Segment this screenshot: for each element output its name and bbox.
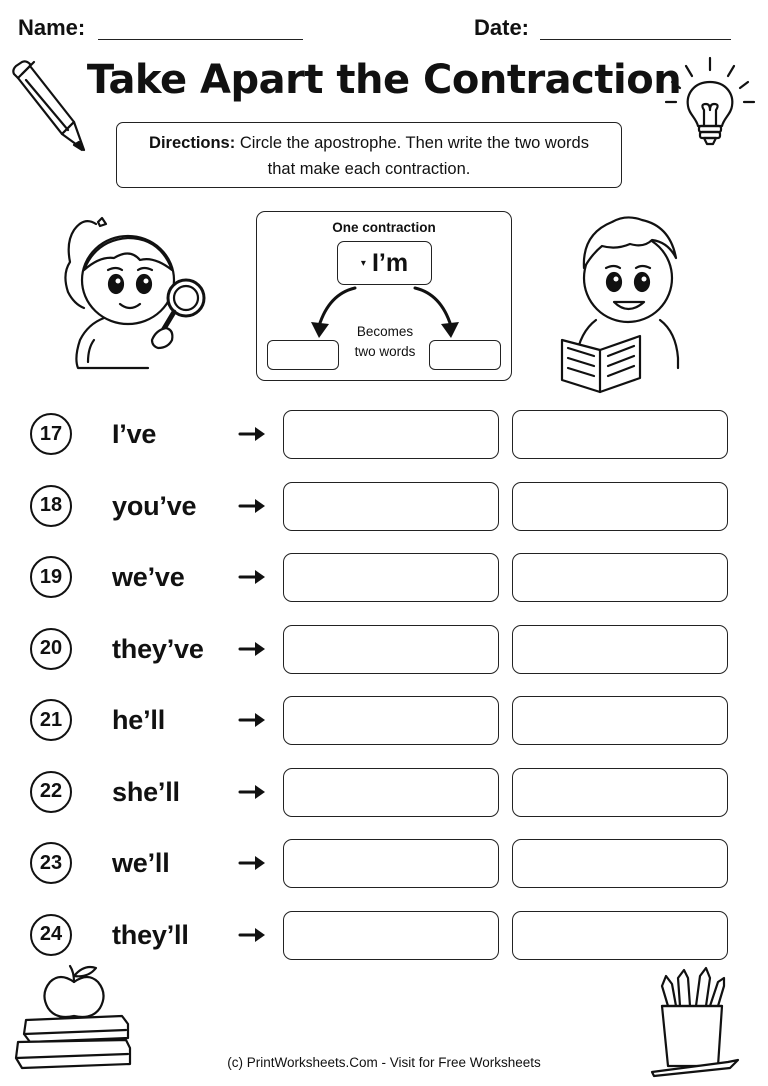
boy-reading-book xyxy=(556,212,696,394)
name-field[interactable] xyxy=(98,39,303,40)
item-number: 21 xyxy=(30,699,72,741)
date-field[interactable] xyxy=(540,39,731,40)
answer-box-second-word[interactable] xyxy=(512,553,728,602)
answer-box-first-word[interactable] xyxy=(283,911,499,960)
directions-text1: Circle the apostrophe. Then write the two words xyxy=(239,134,589,152)
answer-box-second-word[interactable] xyxy=(512,839,728,888)
contraction-word[interactable]: you’ve xyxy=(112,490,197,521)
answer-box-first-word[interactable] xyxy=(283,625,499,674)
contraction-word[interactable]: they’ve xyxy=(112,633,204,664)
apostrophe-marker-icon: ▾ xyxy=(360,257,366,269)
practice-row xyxy=(0,768,768,820)
arrow-right-icon xyxy=(238,638,268,660)
pencil-cup-icon xyxy=(648,966,758,1078)
practice-row xyxy=(0,625,768,677)
practice-row xyxy=(0,482,768,534)
example-contraction xyxy=(337,241,432,285)
item-number: 22 xyxy=(30,771,72,813)
arrow-right-icon xyxy=(238,924,268,946)
item-number: 20 xyxy=(30,628,72,670)
page-title: Take Apart the Contraction xyxy=(86,57,682,103)
answer-box-second-word[interactable] xyxy=(512,625,728,674)
item-number: 17 xyxy=(30,413,72,455)
footer-credit: (c) PrintWorksheets.Com - Visit for Free Worksheets xyxy=(227,1055,541,1070)
contraction-word[interactable]: we’ll xyxy=(112,848,170,878)
answer-box-first-word[interactable] xyxy=(283,839,499,888)
arrow-right-icon xyxy=(238,781,268,803)
arrow-right-icon xyxy=(238,852,268,874)
answer-box-first-word[interactable] xyxy=(283,696,499,745)
item-number: 24 xyxy=(30,914,72,956)
answer-box-second-word[interactable] xyxy=(512,911,728,960)
contraction-word[interactable]: they’ll xyxy=(112,919,189,950)
example-box xyxy=(256,211,512,381)
contraction-word[interactable]: he’ll xyxy=(112,705,166,735)
arrow-right-icon xyxy=(238,495,268,517)
becomes-line1: Becomes xyxy=(356,324,414,339)
directions-label: Directions: xyxy=(149,134,236,152)
answer-box-first-word[interactable] xyxy=(283,553,499,602)
contraction-word[interactable]: I’ve xyxy=(112,419,157,449)
practice-row xyxy=(0,911,768,963)
example-becomes xyxy=(341,322,429,362)
directions-text2: that make each contraction. xyxy=(267,160,471,178)
name-label: Name: xyxy=(18,15,86,40)
answer-box-first-word[interactable] xyxy=(283,482,499,531)
answer-box-second-word[interactable] xyxy=(512,482,728,531)
directions-line1 xyxy=(125,130,613,156)
item-number: 18 xyxy=(30,485,72,527)
practice-row xyxy=(0,553,768,605)
arrow-right-icon xyxy=(238,423,268,445)
contraction-word[interactable]: she’ll xyxy=(112,776,180,807)
answer-box-second-word[interactable] xyxy=(512,410,728,459)
answer-box-second-word[interactable] xyxy=(512,696,728,745)
date-label: Date: xyxy=(474,15,530,40)
item-number: 23 xyxy=(30,842,72,884)
becomes-line2: two words xyxy=(354,344,416,359)
practice-row xyxy=(0,839,768,891)
lightbulb-icon xyxy=(660,52,760,156)
example-slot-right xyxy=(429,340,501,370)
answer-box-second-word[interactable] xyxy=(512,768,728,817)
example-title: One contraction xyxy=(332,220,436,235)
practice-row xyxy=(0,410,768,462)
answer-box-first-word[interactable] xyxy=(283,768,499,817)
arrow-right-icon xyxy=(238,566,268,588)
example-slot-left xyxy=(267,340,339,370)
item-number: 19 xyxy=(30,556,72,598)
arrow-right-icon xyxy=(238,709,268,731)
example-contraction-text: I’m xyxy=(371,248,409,277)
girl-with-magnifier xyxy=(44,212,214,374)
practice-row xyxy=(0,696,768,748)
answer-box-first-word[interactable] xyxy=(283,410,499,459)
directions-box xyxy=(116,122,622,188)
contraction-word[interactable]: we’ve xyxy=(112,562,185,592)
